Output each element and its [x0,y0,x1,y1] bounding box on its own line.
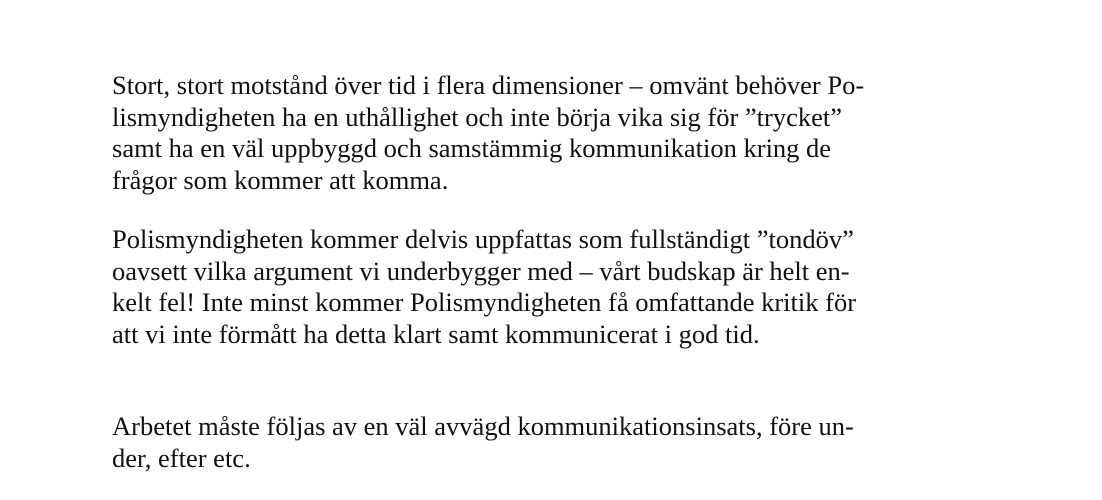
text-line: samt ha en väl uppbyggd och samstämmig kommunikation kring de [112,133,832,163]
paragraph-resistance [112,70,872,196]
text-line: Polismyndigheten kommer delvis uppfattas som fullständigt ”tondöv” [112,224,854,254]
text-line: der, efter etc. [112,442,251,473]
paragraph-criticism [112,224,872,350]
text-line: oavsett vilka argument vi underbygger med – vårt budskap är helt en- [112,255,850,286]
text-line: Arbetet måste följas av en väl avvägd kommunikationsinsats, före un- [112,411,854,441]
paragraph-communication [112,411,872,474]
text-line: att vi inte förmått ha detta klart samt kommunicerat i god tid. [112,318,760,349]
text-line: Stort, stort motstånd över tid i flera dimensioner – omvänt behöver Po- [112,70,865,100]
text-line: kelt fel! Inte minst kommer Polismyndigheten få omfattande kritik för [112,287,857,317]
text-line: lismyndigheten ha en uthållighet och inte börja vika sig för ”trycket” [112,101,843,132]
text-line: frågor som kommer att komma. [112,164,449,195]
